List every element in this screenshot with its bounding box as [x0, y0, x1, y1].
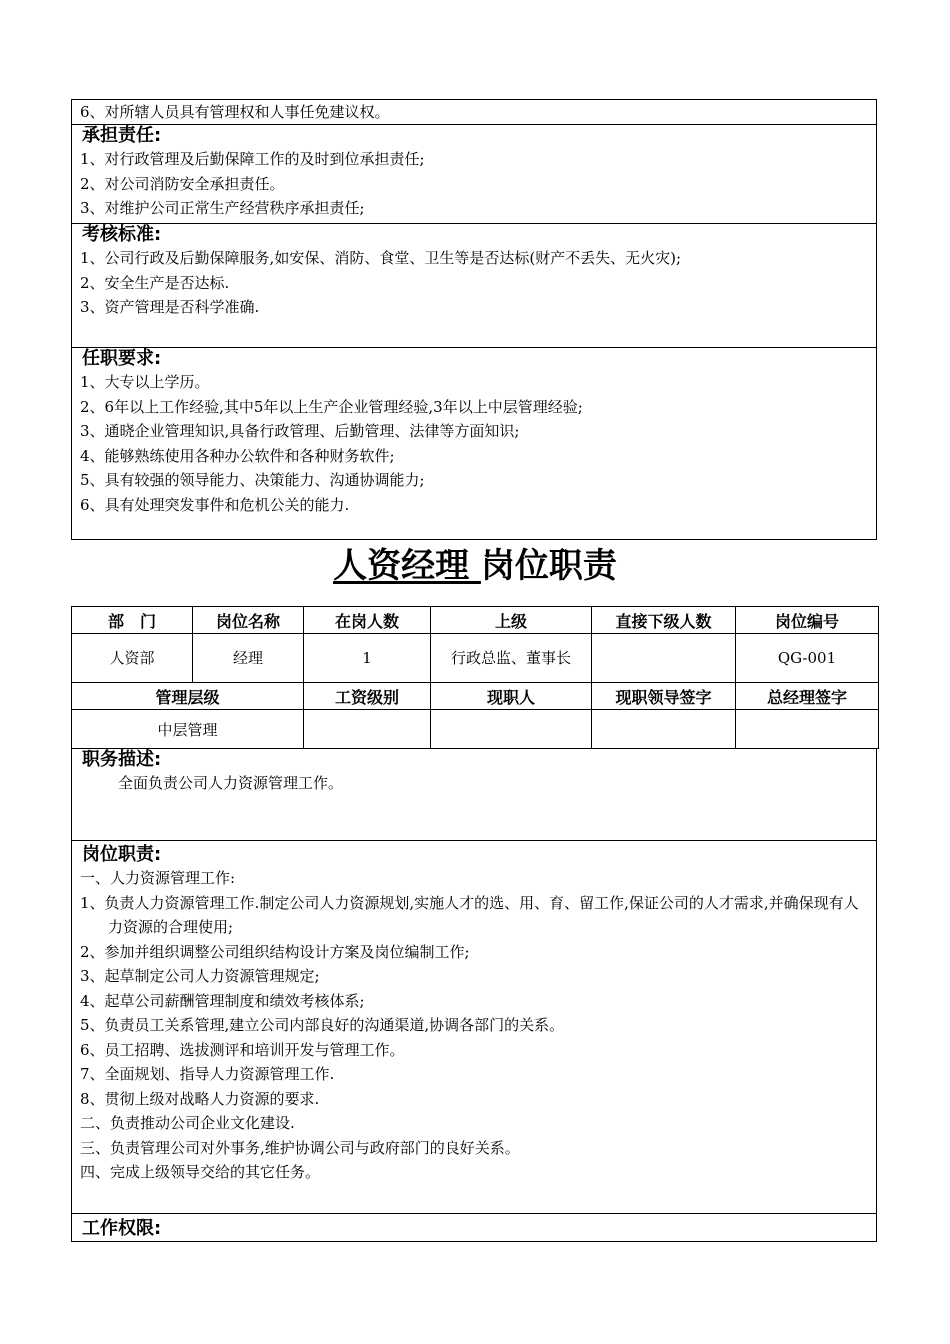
responsibility-heading: 承担责任:: [82, 125, 162, 146]
duty-item: 2、参加并组织调整公司组织结构设计方案及岗位编制工作;: [80, 942, 470, 961]
assessment-item: 2、安全生产是否达标.: [80, 273, 230, 292]
duty-item: 4、起草公司薪酬管理制度和绩效考核体系;: [80, 991, 365, 1010]
requirement-item: 5、具有较强的领导能力、决策能力、沟通协调能力;: [80, 471, 425, 489]
assessment-item: 1、公司行政及后勤保障服务,如安保、消防、食堂、卫生等是否达标(财产不丢失、无火灾);: [80, 249, 682, 267]
duty-item: 5、负责员工关系管理,建立公司内部良好的沟通渠道,协调各部门的关系。: [80, 1016, 565, 1034]
duty-item: 四、完成上级领导交给的其它任务。: [80, 1163, 321, 1181]
responsibility-item: 3、对维护公司正常生产经营秩序承担责任;: [80, 199, 365, 217]
value-gm-signature: [736, 710, 879, 749]
duties-block: [71, 749, 877, 1242]
requirement-item: 2、6年以上工作经验,其中5年以上生产企业管理经验,3年以上中层管理经验;: [80, 397, 583, 416]
header-position-name: 岗位名称: [193, 607, 304, 634]
responsibility-item: 2、对公司消防安全承担责任。: [80, 174, 285, 193]
header-position-code: 岗位编号: [736, 607, 879, 634]
header-subordinates: 直接下级人数: [592, 607, 736, 634]
header-department: 部 门: [72, 607, 193, 634]
table-row: [72, 683, 879, 710]
title-underlined: 人资经理: [333, 546, 481, 586]
value-subordinates: [592, 634, 736, 683]
value-management-level: 中层管理: [72, 710, 304, 749]
duties-heading: 岗位职责:: [82, 844, 162, 865]
assessment-section: [72, 223, 876, 347]
duty-item: 6、员工招聘、选拔测评和培训开发与管理工作。: [80, 1040, 405, 1059]
duty-item: 7、全面规划、指导人力资源管理工作.: [80, 1065, 335, 1083]
duty-item: 1、负责人力资源管理工作.制定公司人力资源规划,实施人才的选、用、育、留工作,保证公司的人才需求,并确保现有人力资源的合理使用;: [80, 893, 859, 936]
duty-item: 一、人力资源管理工作:: [80, 869, 236, 887]
requirements-heading: 任职要求:: [82, 348, 162, 369]
top-section-block: [71, 99, 877, 540]
value-department: 人资部: [72, 634, 193, 683]
authority-item-6: 6、对所辖人员具有管理权和人事任免建议权。: [80, 103, 390, 121]
authority-continuation: [72, 100, 876, 124]
value-incumbent: [431, 710, 592, 749]
job-description-heading: 职务描述:: [82, 749, 162, 770]
requirements-section: [72, 347, 876, 538]
job-description-text: 全面负责公司人力资源管理工作。: [118, 774, 344, 792]
duty-item: 8、贯彻上级对战略人力资源的要求.: [80, 1089, 320, 1108]
table-row: [72, 607, 879, 634]
duty-item: 二、负责推动公司企业文化建设.: [80, 1114, 295, 1132]
value-position-code: QG-001: [736, 634, 879, 683]
value-headcount: 1: [304, 634, 431, 683]
header-leader-signature: 现职领导签字: [592, 683, 736, 710]
page-title: [0, 538, 950, 594]
value-leader-signature: [592, 710, 736, 749]
requirement-item: 6、具有处理突发事件和危机公关的能力.: [80, 495, 350, 514]
header-superior: 上级: [431, 607, 592, 634]
assessment-item: 3、资产管理是否科学准确.: [80, 298, 260, 316]
header-salary-grade: 工资级别: [304, 683, 431, 710]
authority-heading: 工作权限:: [82, 1218, 162, 1239]
position-info-table: [71, 606, 879, 749]
table-row: [72, 634, 879, 683]
value-position-name: 经理: [193, 634, 304, 683]
table-row: [72, 710, 879, 749]
responsibility-section: [72, 124, 876, 223]
assessment-heading: 考核标准:: [82, 224, 162, 245]
requirement-item: 3、通晓企业管理知识,具备行政管理、后勤管理、法律等方面知识;: [80, 422, 520, 440]
responsibility-item: 1、对行政管理及后勤保障工作的及时到位承担责任;: [80, 150, 425, 168]
job-description-section: [72, 749, 876, 840]
value-salary-grade: [304, 710, 431, 749]
authority-section: [72, 1213, 876, 1242]
requirement-item: 1、大专以上学历。: [80, 373, 210, 391]
duty-item: 3、起草制定公司人力资源管理规定;: [80, 967, 320, 985]
header-gm-signature: 总经理签字: [736, 683, 879, 710]
header-management-level: 管理层级: [72, 683, 304, 710]
requirement-item: 4、能够熟练使用各种办公软件和各种财务软件;: [80, 446, 395, 465]
header-incumbent: 现职人: [431, 683, 592, 710]
duties-section: [72, 840, 876, 1213]
value-superior: 行政总监、董事长: [431, 634, 592, 683]
duty-item: 三、负责管理公司对外事务,维护协调公司与政府部门的良好关系。: [80, 1138, 520, 1157]
title-rest: 岗位职责: [480, 546, 617, 586]
header-headcount: 在岗人数: [304, 607, 431, 634]
